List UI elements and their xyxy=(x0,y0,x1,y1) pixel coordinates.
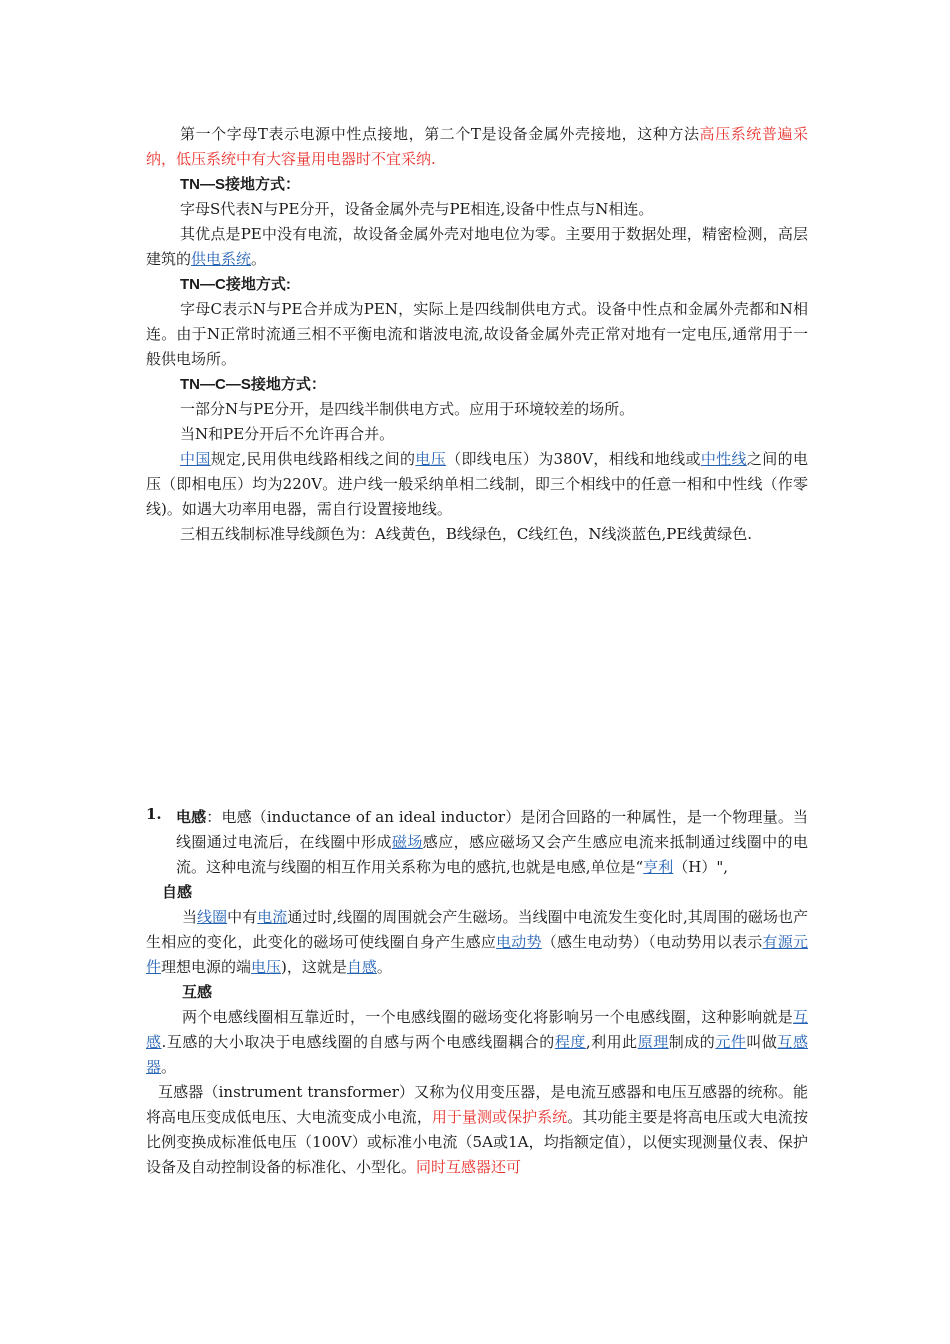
text: 中有 xyxy=(227,908,258,926)
highlight-text: 用于量测或保护系统 xyxy=(431,1108,568,1126)
paragraph-tn-c: 字母C表示N与PE合并成为PEN，实际上是四线制供电方式。设备中性点和金属外壳都和N相连。由于N正常时流通三相不平衡电流和谐波电流,故设备金属外壳正常对地有一定电压,通常用于一般供电场所。 xyxy=(146,300,808,368)
highlight-text: 高压系统普遍采纳，低压系统中有大容量用电器时不宜采纳. xyxy=(146,125,808,168)
text: 通过时,线圈的周围就会产生磁场。当线圈中电流发生变化时,其周围的磁场也产生相应的变化，此变化的磁场可使线圈自身产生感应 xyxy=(146,908,808,951)
heading-self-inductance: 自感 xyxy=(162,883,193,901)
paragraph-inductance xyxy=(176,805,808,880)
text: .互感的大小取决于电感线圈的自感与两个电感线圈耦合的 xyxy=(161,1033,555,1051)
paragraph-self-inductance xyxy=(146,905,808,980)
text: 。 xyxy=(251,250,267,268)
paragraph-wire-colors: 三相五线制标准导线颜色为：A线黄色，B线绿色，C线红色，N线淡蓝色,PE线黄绿色. xyxy=(180,525,753,543)
text: （即线电压）为380V，相线和地线或 xyxy=(446,450,701,468)
text: 之间的电压（即相电压）均为220V。进户线一般采纳单相二线制，即三个相线中的任意一相和中性线（作零线)。如遇大功率用电器，需自行设置接地线。 xyxy=(146,450,808,518)
text: （感生电动势）（电动势用以表示 xyxy=(541,933,763,951)
paragraph-tn-c-s: 一部分N与PE分开，是四线半制供电方式。应用于环境较差的场所。 xyxy=(180,400,635,418)
text: 当 xyxy=(182,908,198,926)
highlight-text: 同时互感器还可 xyxy=(416,1158,522,1176)
text: 第一个字母T表示电源中性点接地，第二个T是设备金属外壳接地，这种方法 xyxy=(180,125,700,143)
text: 其优点是PE中没有电流，故设备金属外壳对地电位为零。主要用于数据处理，精密检测，高层建筑的 xyxy=(146,225,808,268)
paragraph-tn-s-advantage xyxy=(146,222,808,272)
text: ,利用此 xyxy=(585,1033,638,1051)
text: 叫做 xyxy=(746,1033,778,1051)
document-page xyxy=(146,122,808,1180)
text: )，这就是 xyxy=(281,958,347,976)
heading-tn-s: TN—S接地方式： xyxy=(180,176,301,193)
text: 理想电源的端 xyxy=(161,958,252,976)
heading-tn-c: TN—C接地方式: xyxy=(180,276,291,293)
link-emf[interactable]: 电动势 xyxy=(496,933,542,951)
link-china[interactable]: 中国 xyxy=(180,450,211,468)
link-magnetic-field[interactable]: 磁场 xyxy=(391,833,423,851)
link-degree[interactable]: 程度 xyxy=(554,1033,586,1051)
heading-mutual-inductance: 互感 xyxy=(182,983,213,1001)
paragraph-china-voltage xyxy=(146,447,808,522)
paragraph-no-merge: 当N和PE分开后不允许再合并。 xyxy=(180,425,395,443)
heading-tn-c-s: TN—C—S接地方式： xyxy=(180,376,326,393)
paragraph-tn-s: 字母S代表N与PE分开，设备金属外壳与PE相连,设备中性点与N相连。 xyxy=(180,200,654,218)
text: 感应，感应磁场又会产生感应电流来抵制通过线圈中的电流。这种电流与线圈的相互作用关系称为电的感抗,也就是电感,单位是“ xyxy=(176,833,808,876)
spacer xyxy=(146,547,808,805)
link-current[interactable]: 电流 xyxy=(257,908,288,926)
link-henry[interactable]: 亨利 xyxy=(643,858,674,876)
paragraph-mutual-inductance xyxy=(146,1005,808,1080)
text: 规定,民用供电线路相线之间的 xyxy=(210,450,416,468)
link-active-element[interactable]: 有源元件 xyxy=(146,933,808,976)
link-neutral-line[interactable]: 中性线 xyxy=(700,450,747,468)
link-coil[interactable]: 线圈 xyxy=(197,908,228,926)
link-self-inductance[interactable]: 自感 xyxy=(346,958,377,976)
text: 两个电感线圈相互靠近时，一个电感线圈的磁场变化将影响另一个电感线圈，这种影响就是 xyxy=(182,1008,793,1026)
text: 。 xyxy=(161,1058,177,1076)
paragraph-tt xyxy=(146,122,808,172)
list-item-inductance xyxy=(146,805,808,880)
paragraph-instrument-transformer xyxy=(146,1080,808,1180)
text: 制成的 xyxy=(668,1033,716,1051)
link-transformer[interactable]: 互感器 xyxy=(146,1033,808,1076)
link-voltage[interactable]: 电压 xyxy=(415,450,447,468)
text: 。其功能主要是将高电压或大电流按比例变换成标准低电压（100V）或标准小电流（5A或1A，均指额定值），以便实现测量仪表、保护设备及自动控制设备的标准化、小型化。 xyxy=(146,1108,808,1176)
link-voltage-2[interactable]: 电压 xyxy=(251,958,282,976)
list-number: 1. xyxy=(146,805,162,823)
term: 电感 xyxy=(176,808,207,826)
text: 互感器（instrument transformer）又称为仪用变压器，是电流互感器和电压互感器的统称。能将高电压变成低电压、大电流变成小电流， xyxy=(146,1083,808,1126)
link-component[interactable]: 元件 xyxy=(715,1033,747,1051)
text: ：电感（inductance of an ideal inductor）是闭合回路的一种属性，是一个物理量。当线圈通过电流后，在线圈中形成 xyxy=(176,808,808,851)
link-principle[interactable]: 原理 xyxy=(637,1033,669,1051)
link-mutual-inductance[interactable]: 互感 xyxy=(146,1008,808,1051)
link-power-supply-system[interactable]: 供电系统 xyxy=(191,250,252,268)
text: （H）", xyxy=(673,858,728,876)
text: 。 xyxy=(376,958,392,976)
